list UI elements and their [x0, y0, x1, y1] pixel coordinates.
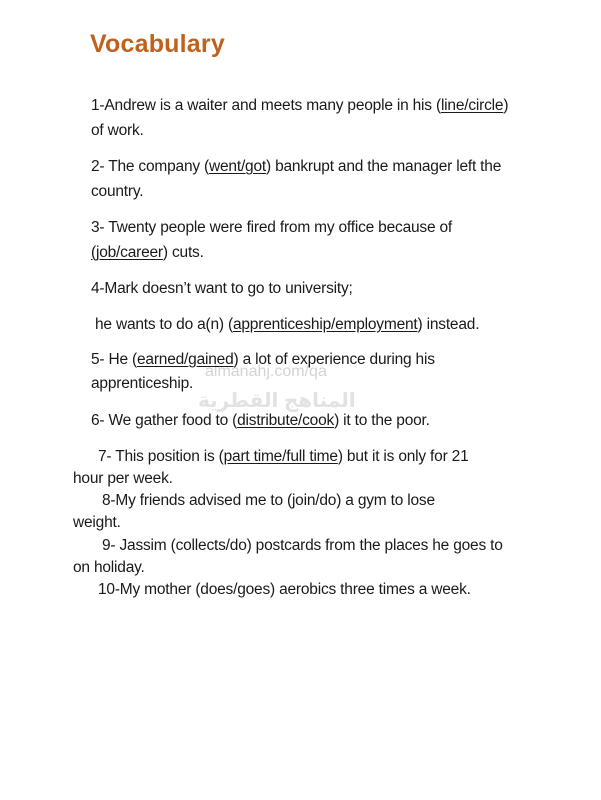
question-10-line-1: 10-My mother (does/goes) aerobics three times a week. — [98, 581, 471, 598]
option-pair: went/got — [209, 158, 266, 175]
question-5-line-1: 5- He (earned/gained) a lot of experience during his — [91, 351, 435, 368]
question-1-line-1: 1-Andrew is a waiter and meets many people in his (line/circle) — [91, 97, 509, 114]
option-pair: part time/full time — [223, 448, 338, 465]
question-8-line-2: weight. — [73, 514, 121, 531]
question-2-line-2: country. — [91, 183, 144, 200]
question-9-line-2: on holiday. — [73, 559, 145, 576]
question-1-line-2: of work. — [91, 122, 144, 139]
watermark-arabic: المناهج القطرية — [198, 390, 356, 412]
question-7-line-2: hour per week. — [73, 470, 173, 487]
option-pair: distribute/cook — [237, 412, 335, 429]
question-5-line-2: apprenticeship. — [91, 375, 194, 392]
question-9-line-1: 9- Jassim (collects/do) postcards from the places he goes to — [102, 537, 503, 554]
watermark: almanahj.com/qa — [205, 363, 327, 380]
option-pair: line/circle — [440, 97, 504, 114]
question-6-line-1: 6- We gather food to (distribute/cook) it to the poor. — [91, 412, 430, 429]
question-7-line-1: 7- This position is (part time/full time) but it is only for 21 — [98, 448, 469, 465]
question-4-line-2: he wants to do a(n) (apprenticeship/employment) instead. — [95, 316, 480, 333]
question-2-line-1: 2- The company (went/got) bankrupt and the manager left the — [91, 158, 502, 175]
option-pair: apprenticeship/employment — [232, 316, 418, 333]
option-pair: earned/gained — [136, 351, 234, 368]
page-title: Vocabulary — [90, 30, 225, 58]
question-3-line-2: (job/career) cuts. — [91, 244, 204, 261]
question-4-line-1: 4-Mark doesn’t want to go to university; — [91, 280, 353, 297]
question-3-line-1: 3- Twenty people were fired from my office because of — [91, 219, 453, 236]
question-8-line-1: 8-My friends advised me to (join/do) a gym to lose — [102, 492, 435, 509]
option-pair: job/career — [95, 244, 163, 261]
